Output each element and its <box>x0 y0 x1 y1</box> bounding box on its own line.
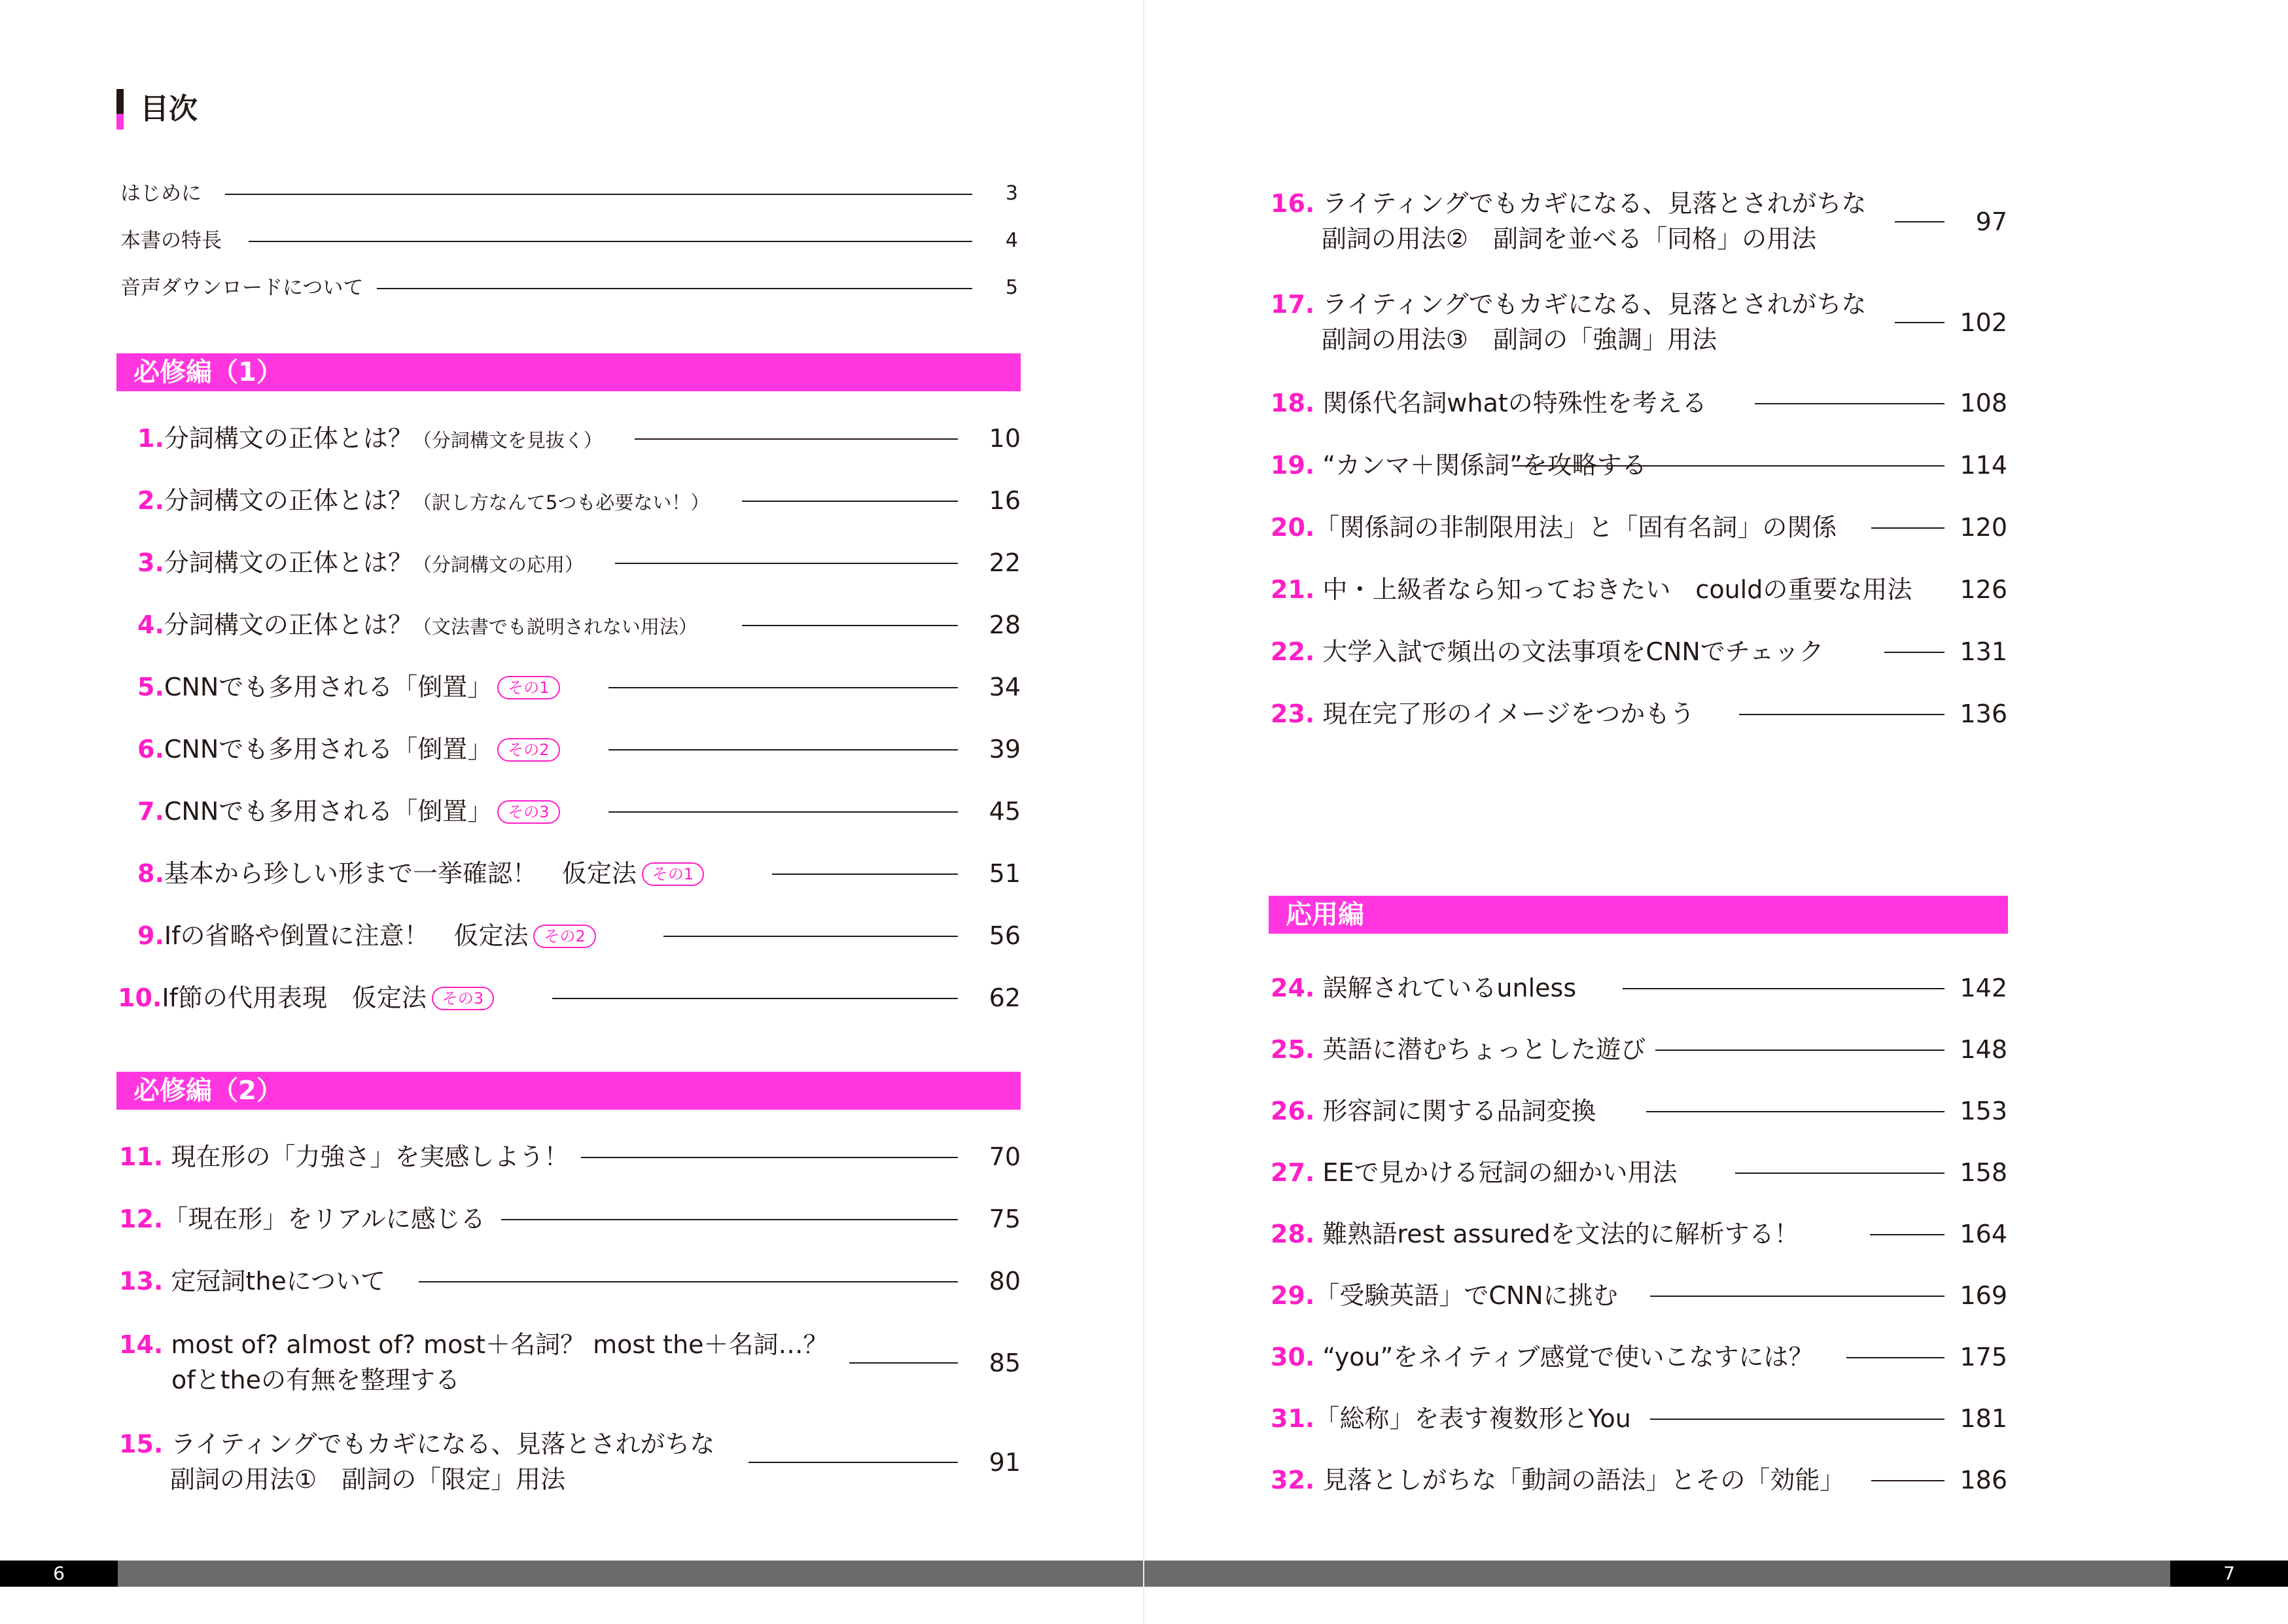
chapter-title: 英語に潜むちょっとした遊び <box>1322 1035 1646 1064</box>
toc-entry-21[interactable] <box>1271 570 2007 609</box>
page-number: 28 <box>989 610 1021 639</box>
leader-line <box>1735 1173 1945 1174</box>
entry-label <box>119 1327 828 1363</box>
chapter-title: 「総称」を表す複数形とYou <box>1314 1404 1631 1433</box>
chapter-number: 3. <box>137 548 164 577</box>
chapter-title-line2: 副詞の用法① 副詞の「限定」用法 <box>170 1465 566 1494</box>
leader-line <box>1755 403 1945 404</box>
chapter-title: ライティングでもカギになる、見落とされがちな <box>171 1430 715 1458</box>
toc-entry-audio[interactable] <box>120 268 1018 308</box>
page-number: 91 <box>989 1448 1021 1477</box>
chapter-title-line2: 副詞の用法② 副詞を並べる「同格」の用法 <box>1322 224 1817 253</box>
folio-left: 6 <box>0 1561 118 1587</box>
leader-line <box>1513 465 1945 467</box>
chapter-number: 31. <box>1271 1404 1315 1433</box>
chapter-title: “you”をネイティブ感覚で使いこなすには？ <box>1322 1343 1814 1371</box>
page-number: 22 <box>989 548 1021 577</box>
toc-entry-24[interactable] <box>1271 968 2007 1008</box>
toc-entry-5[interactable] <box>137 667 1021 707</box>
leader-line <box>377 288 972 289</box>
toc-entry-10[interactable] <box>118 978 1021 1017</box>
leader-line <box>1871 1480 1945 1481</box>
toc-entry-12[interactable] <box>119 1199 1021 1239</box>
page-number: 5 <box>1005 276 1018 299</box>
chapter-number: 1. <box>137 424 164 453</box>
toc-entry-15[interactable] <box>119 1426 1021 1498</box>
page-number: 51 <box>989 859 1021 888</box>
leader-line <box>1846 1357 1945 1358</box>
chapter-title: 誤解されているunless <box>1322 974 1577 1002</box>
entry-label <box>1271 632 1824 671</box>
chapter-number: 26. <box>1271 1097 1315 1125</box>
toc-entry-19[interactable] <box>1271 446 2007 485</box>
chapter-title: 見落としがちな「動詞の語法」とその「効能」 <box>1322 1466 1845 1494</box>
page-number: 186 <box>1960 1466 2007 1494</box>
leader-line <box>225 194 972 195</box>
page-number: 114 <box>1960 451 2007 480</box>
chapter-title-line2: ofとtheの有無を整理する <box>171 1366 460 1394</box>
chapter-subtitle: （文法書でも説明されない用法） <box>412 616 697 638</box>
chapter-title: CNNでも多用される「倒置」 <box>164 673 493 701</box>
entry-label <box>1271 570 1912 609</box>
leader-line <box>742 625 958 626</box>
toc-entry-22[interactable] <box>1271 632 2007 671</box>
page-number: 4 <box>1005 229 1018 252</box>
leader-line <box>1895 221 1945 222</box>
entry-label <box>1271 1337 1813 1377</box>
page-number: 34 <box>989 673 1021 701</box>
title-bar-icon <box>116 89 124 130</box>
toc-entry-20[interactable] <box>1271 508 2007 547</box>
page-number: 164 <box>1960 1220 2007 1248</box>
page-number: 97 <box>1975 207 2007 236</box>
chapter-title: Ifの省略や倒置に注意！ 仮定法 <box>164 921 529 950</box>
chapter-number: 11. <box>119 1142 164 1171</box>
section-header-hisshu-1: 必修編（1） <box>116 353 1021 391</box>
toc-entry-14[interactable] <box>119 1327 1021 1399</box>
chapter-title: 基本から珍しい形まで一挙確認！ 仮定法 <box>164 859 637 888</box>
page-number: 70 <box>989 1142 1021 1171</box>
toc-entry-17[interactable] <box>1271 287 2007 359</box>
chapter-number: 2. <box>137 486 164 515</box>
entry-label: 音声ダウンロードについて <box>120 276 364 300</box>
page-number: 62 <box>989 983 1021 1012</box>
chapter-title: most of? almost of? most＋名詞？ most the＋名詞…？ <box>171 1330 828 1359</box>
leader-line <box>742 501 958 502</box>
entry-label: はじめに <box>120 182 202 205</box>
chapter-subtitle: （分詞構文の応用） <box>412 554 584 576</box>
page-number: 169 <box>1960 1281 2007 1310</box>
entry-label <box>119 1426 714 1462</box>
page-number: 16 <box>989 486 1021 515</box>
toc-entry-7[interactable] <box>137 792 1021 831</box>
page-number: 56 <box>989 921 1021 950</box>
chapter-number: 22. <box>1271 637 1315 666</box>
footer-bar <box>1144 1561 2288 1587</box>
toc-entry-26[interactable] <box>1271 1091 2007 1131</box>
entry-label <box>137 792 560 831</box>
leader-line <box>1739 714 1945 715</box>
entry-label <box>1271 287 1866 323</box>
chapter-title: ライティングでもカギになる、見落とされがちな <box>1322 189 1867 218</box>
toc-entry-6[interactable] <box>137 730 1021 769</box>
chapter-number: 27. <box>1271 1158 1315 1187</box>
page-number: 153 <box>1960 1097 2007 1125</box>
chapter-number: 9. <box>137 921 164 950</box>
entry-label <box>1271 1276 1618 1315</box>
page-number: 3 <box>1005 182 1018 205</box>
chapter-title: EEで見かける冠詞の細かい用法 <box>1322 1158 1678 1187</box>
leader-line <box>663 936 958 937</box>
part-tag: その2 <box>533 925 595 948</box>
entry-label <box>1271 508 1837 547</box>
chapter-number: 23. <box>1271 699 1315 728</box>
entry-label <box>137 481 709 520</box>
chapter-title: 定冠詞theについて <box>171 1267 386 1296</box>
entry-label <box>119 1262 385 1301</box>
page-number: 131 <box>1960 637 2007 666</box>
chapter-title: 分詞構文の正体とは？ <box>164 548 413 577</box>
chapter-title: CNNでも多用される「倒置」 <box>164 735 493 764</box>
chapter-title: If節の代用表現 仮定法 <box>162 983 427 1012</box>
toc-entry-23[interactable] <box>1271 694 2007 733</box>
chapter-title: 「受験英語」でCNNに挑む <box>1314 1281 1618 1310</box>
chapter-number: 25. <box>1271 1035 1315 1064</box>
chapter-title: 形容詞に関する品詞変換 <box>1322 1097 1596 1125</box>
toc-entry-11[interactable] <box>119 1137 1021 1176</box>
chapter-number: 32. <box>1271 1466 1315 1494</box>
leader-line <box>1895 322 1945 323</box>
chapter-title: “カンマ＋関係詞”を攻略する <box>1322 451 1647 480</box>
page-number: 148 <box>1960 1035 2007 1064</box>
entry-label: 本書の特長 <box>120 229 222 253</box>
chapter-title: CNNでも多用される「倒置」 <box>164 797 493 826</box>
toc-entry-13[interactable] <box>119 1262 1021 1301</box>
leader-line <box>552 998 958 999</box>
page-title: 目次 <box>140 92 198 126</box>
entry-label <box>119 1137 569 1176</box>
page-number: 108 <box>1960 389 2007 417</box>
toc-entry-25[interactable] <box>1271 1030 2007 1069</box>
page-number: 85 <box>989 1349 1021 1377</box>
part-tag: その2 <box>497 738 559 762</box>
right-page <box>1144 0 2288 1624</box>
toc-entry-2[interactable] <box>137 481 1021 520</box>
page-number: 80 <box>989 1267 1021 1296</box>
chapter-subtitle: （分詞構文を見抜く） <box>412 429 603 451</box>
entry-label <box>118 978 494 1017</box>
page-number: 10 <box>989 424 1021 453</box>
entry-label <box>1271 1460 1844 1500</box>
entry-label <box>137 916 596 955</box>
chapter-number: 30. <box>1271 1343 1315 1371</box>
chapter-title: 大学入試で頻出の文法事項をCNNでチェック <box>1322 637 1824 666</box>
chapter-number: 21. <box>1271 575 1315 604</box>
part-tag: その1 <box>497 676 559 699</box>
entry-label <box>137 419 603 458</box>
leader-line <box>1646 1111 1945 1112</box>
chapter-number: 6. <box>137 735 164 764</box>
leader-line <box>635 438 958 440</box>
part-tag: その3 <box>497 800 559 824</box>
leader-line <box>1871 527 1945 529</box>
entry-label <box>1271 1399 1631 1438</box>
chapter-number: 16. <box>1271 189 1315 218</box>
entry-label <box>1271 968 1576 1008</box>
leader-line <box>849 1362 958 1364</box>
leader-line <box>1650 1419 1945 1420</box>
page-number: 181 <box>1960 1404 2007 1433</box>
chapter-title: 現在完了形のイメージをつかもう <box>1322 699 1695 728</box>
toc-entry-31[interactable] <box>1271 1399 2007 1438</box>
page-number: 102 <box>1960 308 2007 337</box>
chapter-number: 5. <box>137 673 164 701</box>
chapter-number: 13. <box>119 1267 164 1296</box>
toc-entry-29[interactable] <box>1271 1276 2007 1315</box>
leader-line <box>608 749 958 750</box>
toc-entry-9[interactable] <box>137 916 1021 955</box>
toc-entry-1[interactable] <box>137 419 1021 458</box>
page-number: 39 <box>989 735 1021 764</box>
entry-label <box>137 854 704 893</box>
chapter-number: 10. <box>118 983 162 1012</box>
chapter-number: 8. <box>137 859 164 888</box>
chapter-title: 「現在形」をリアルに感じる <box>163 1205 485 1233</box>
chapter-number: 28. <box>1271 1220 1315 1248</box>
chapter-number: 29. <box>1271 1281 1315 1310</box>
leader-line <box>1650 1296 1945 1297</box>
entry-label <box>1271 1214 1799 1254</box>
page-number: 175 <box>1960 1343 2007 1371</box>
entry-label <box>137 543 584 582</box>
entry-label <box>1271 186 1866 222</box>
entry-label <box>1271 1030 1646 1069</box>
chapter-number: 4. <box>137 610 164 639</box>
chapter-title: 分詞構文の正体とは？ <box>164 610 413 639</box>
entry-label <box>1271 383 1707 423</box>
part-tag: その1 <box>642 862 704 886</box>
toc-entry-features[interactable] <box>120 221 1018 260</box>
chapter-number: 17. <box>1271 290 1315 319</box>
leader-line <box>608 687 958 688</box>
toc-entry-27[interactable] <box>1271 1153 2007 1192</box>
leader-line <box>608 811 958 813</box>
chapter-subtitle: （訳し方なんて5つも必要ない！） <box>412 491 710 514</box>
leader-line <box>1884 652 1945 653</box>
entry-label <box>137 605 697 644</box>
leader-line <box>581 1157 958 1158</box>
part-tag: その3 <box>432 987 494 1010</box>
chapter-number: 20. <box>1271 513 1315 542</box>
leader-line <box>1870 1234 1945 1235</box>
page-number: 142 <box>1960 974 2007 1002</box>
section-header-hisshu-2: 必修編（2） <box>116 1072 1021 1110</box>
chapter-title: 関係代名詞whatの特殊性を考える <box>1322 389 1707 417</box>
entry-label <box>119 1199 485 1239</box>
entry-label <box>1271 694 1695 733</box>
toc-entry-intro[interactable] <box>120 174 1018 213</box>
leader-line <box>1623 988 1945 989</box>
page-number: 75 <box>989 1205 1021 1233</box>
entry-label <box>1271 1091 1596 1131</box>
toc-entry-8[interactable] <box>137 854 1021 893</box>
chapter-title-line2: 副詞の用法③ 副詞の「強調」用法 <box>1322 325 1717 354</box>
toc-entry-16[interactable] <box>1271 186 2007 258</box>
toc-entry-3[interactable] <box>137 543 1021 582</box>
entry-label <box>137 730 560 769</box>
chapter-title: ライティングでもカギになる、見落とされがちな <box>1322 290 1867 319</box>
toc-entry-28[interactable] <box>1271 1214 2007 1254</box>
page-number: 158 <box>1960 1158 2007 1187</box>
chapter-title: 分詞構文の正体とは？ <box>164 424 413 453</box>
leader-line <box>501 1219 958 1220</box>
toc-entry-30[interactable] <box>1271 1337 2007 1377</box>
leader-line <box>249 241 972 242</box>
entry-label <box>1271 1153 1677 1192</box>
chapter-number: 14. <box>119 1330 164 1359</box>
chapter-number: 24. <box>1271 974 1315 1002</box>
leader-line <box>419 1281 958 1282</box>
page-number: 136 <box>1960 699 2007 728</box>
chapter-number: 18. <box>1271 389 1315 417</box>
page-number: 120 <box>1960 513 2007 542</box>
chapter-number: 15. <box>119 1430 164 1458</box>
entry-label <box>137 667 560 707</box>
leader-line <box>772 874 958 875</box>
chapter-number: 7. <box>137 797 164 826</box>
leader-line <box>615 563 958 564</box>
chapter-number: 12. <box>119 1205 164 1233</box>
footer-bar <box>0 1561 1144 1587</box>
leader-line <box>1655 1050 1945 1051</box>
folio-right: 7 <box>2170 1561 2288 1587</box>
section-header-oyo: 応用編 <box>1269 896 2008 934</box>
toc-entry-18[interactable] <box>1271 383 2007 423</box>
chapter-title: 中・上級者なら知っておきたい couldの重要な用法 <box>1322 575 1912 604</box>
page-number: 45 <box>989 797 1021 826</box>
chapter-title: 「関係詞の非制限用法」と「固有名詞」の関係 <box>1314 513 1837 542</box>
toc-entry-4[interactable] <box>137 605 1021 644</box>
chapter-title: 現在形の「力強さ」を実感しよう！ <box>171 1142 569 1171</box>
chapter-title: 難熟語rest assuredを文法的に解析する！ <box>1322 1220 1799 1248</box>
toc-entry-32[interactable] <box>1271 1460 2007 1500</box>
leader-line <box>748 1462 958 1463</box>
page-number: 126 <box>1960 575 2007 604</box>
chapter-title: 分詞構文の正体とは？ <box>164 486 413 515</box>
chapter-number: 19. <box>1271 451 1315 480</box>
